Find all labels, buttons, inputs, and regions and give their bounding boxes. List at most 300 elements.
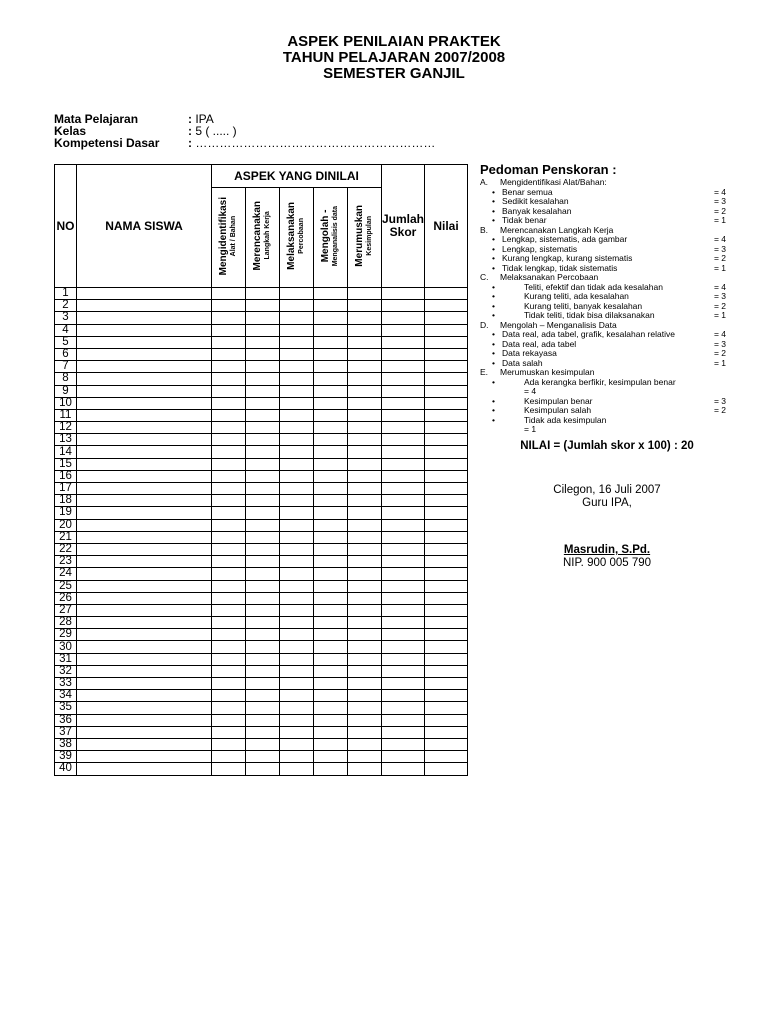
total-score-cell: [382, 678, 425, 690]
column-header-total-score: [382, 165, 425, 288]
aspect-header: [246, 188, 280, 288]
column-header-name: NAMA SISWA: [77, 165, 212, 288]
table-body: [55, 288, 468, 776]
aspect-score-cell: [246, 409, 280, 421]
total-score-cell: [382, 458, 425, 470]
table-row: [55, 519, 468, 531]
table-row: [55, 373, 468, 385]
student-name-cell: [77, 288, 212, 300]
guide-item-text: Kurang teliti, banyak kesalahan: [524, 300, 643, 311]
total-score-cell: [382, 409, 425, 421]
grade-cell: [425, 373, 468, 385]
guide-item-score: = 2: [713, 405, 726, 415]
total-score-cell: [382, 556, 425, 568]
aspect-score-cell: [212, 288, 246, 300]
aspect-score-cell: [246, 653, 280, 665]
guide-item-text: Tidak lengkap, tidak sistematis: [502, 262, 618, 273]
bullet-icon: •: [492, 395, 495, 406]
aspect-score-cell: [314, 409, 348, 421]
student-name-cell: [77, 519, 212, 531]
grade-cell: [425, 336, 468, 348]
table-row: [55, 702, 468, 714]
info-value: ……………………………………………………: [195, 136, 436, 150]
guide-item-score: = 3: [713, 196, 726, 206]
grade-cell: [425, 738, 468, 750]
aspect-score-cell: [280, 519, 314, 531]
aspect-score-cell: [280, 324, 314, 336]
aspect-score-cell: [280, 726, 314, 738]
table-row: [55, 495, 468, 507]
title-line-2: TAHUN PELAJARAN 2007/2008: [282, 49, 506, 66]
aspect-label: Mengolah -: [319, 209, 331, 263]
grade-cell: [425, 556, 468, 568]
guide-section-letter: A.: [480, 177, 489, 187]
aspect-score-cell: [348, 483, 382, 495]
aspect-score-cell: [314, 604, 348, 616]
aspect-score-cell: [348, 751, 382, 763]
guide-section-title: Merencanakan Langkah Kerja: [500, 224, 614, 235]
student-name-cell: [77, 714, 212, 726]
total-score-cell: [382, 470, 425, 482]
student-name-cell: [77, 531, 212, 543]
aspect-score-cell: [314, 617, 348, 629]
guide-item-score: = 1: [713, 215, 726, 225]
aspect-score-cell: [314, 422, 348, 434]
aspect-score-cell: [314, 385, 348, 397]
aspect-score-cell: [314, 568, 348, 580]
aspect-score-cell: [280, 763, 314, 775]
row-number-cell: 17: [55, 483, 77, 495]
guide-item-text: Teliti, efektif dan tidak ada kesalahan: [524, 281, 663, 292]
aspect-score-cell: [246, 543, 280, 555]
aspect-score-cell: [348, 300, 382, 312]
aspect-score-cell: [280, 434, 314, 446]
bullet-icon: •: [492, 243, 495, 254]
aspect-score-cell: [314, 507, 348, 519]
aspect-score-cell: [280, 373, 314, 385]
student-name-cell: [77, 361, 212, 373]
total-score-cell: [382, 446, 425, 458]
aspect-score-cell: [314, 397, 348, 409]
bullet-icon: •: [492, 338, 495, 349]
bullet-icon: •: [492, 196, 495, 206]
guide-item-text: Banyak kesalahan: [502, 205, 572, 216]
aspect-score-cell: [280, 738, 314, 750]
aspect-score-cell: [314, 629, 348, 641]
grade-cell: [425, 714, 468, 726]
aspect-score-cell: [314, 763, 348, 775]
bullet-icon: •: [492, 186, 495, 197]
bullet-icon: •: [492, 405, 495, 415]
row-number-cell: 30: [55, 641, 77, 653]
aspect-score-cell: [212, 617, 246, 629]
grade-cell: [425, 361, 468, 373]
row-number-cell: 2: [55, 300, 77, 312]
total-score-cell: [382, 751, 425, 763]
aspect-sublabel: Langkah Kerja: [263, 211, 271, 261]
bullet-icon: •: [492, 329, 495, 339]
aspect-score-cell: [280, 361, 314, 373]
aspect-score-cell: [246, 324, 280, 336]
aspect-score-cell: [348, 702, 382, 714]
row-number-cell: 28: [55, 617, 77, 629]
row-number-cell: 14: [55, 446, 77, 458]
aspect-score-cell: [348, 288, 382, 300]
total-score-cell: [382, 641, 425, 653]
aspect-score-cell: [280, 397, 314, 409]
aspect-score-cell: [314, 446, 348, 458]
aspect-score-cell: [348, 653, 382, 665]
aspect-score-cell: [314, 690, 348, 702]
aspect-score-cell: [314, 458, 348, 470]
table-row: [55, 483, 468, 495]
aspect-score-cell: [212, 531, 246, 543]
aspect-score-cell: [212, 361, 246, 373]
aspect-score-cell: [246, 702, 280, 714]
guide-section-title: Mengolah – Menganalisis Data: [500, 319, 617, 330]
grade-cell: [425, 531, 468, 543]
bullet-icon: •: [492, 234, 495, 244]
signature-block: [484, 484, 730, 570]
aspect-score-cell: [314, 556, 348, 568]
aspect-score-cell: [246, 568, 280, 580]
aspect-score-cell: [314, 312, 348, 324]
aspect-score-cell: [280, 531, 314, 543]
table-row: [55, 288, 468, 300]
aspect-score-cell: [348, 422, 382, 434]
signer-nip: NIP. 900 005 790: [562, 557, 652, 569]
guide-item-text: Data real, ada tabel, grafik, kesalahan relative: [502, 329, 675, 339]
aspect-score-cell: [280, 641, 314, 653]
bullet-icon: •: [492, 376, 495, 387]
aspect-score-cell: [212, 397, 246, 409]
total-score-cell: [382, 300, 425, 312]
row-number-cell: 29: [55, 629, 77, 641]
aspect-score-cell: [280, 348, 314, 360]
aspect-score-cell: [246, 665, 280, 677]
guide-item-score: = 2: [713, 205, 726, 216]
bullet-icon: •: [492, 262, 495, 273]
grade-cell: [425, 678, 468, 690]
aspect-score-cell: [246, 617, 280, 629]
student-name-cell: [77, 446, 212, 458]
aspect-score-cell: [348, 470, 382, 482]
grade-cell: [425, 312, 468, 324]
student-name-cell: [77, 483, 212, 495]
table-row: [55, 446, 468, 458]
aspect-score-cell: [246, 434, 280, 446]
guide-item-score: = 1: [713, 357, 726, 368]
student-name-cell: [77, 617, 212, 629]
aspect-sublabel: Alat / Bahan: [229, 215, 237, 257]
aspect-score-cell: [314, 641, 348, 653]
row-number-cell: 8: [55, 373, 77, 385]
aspect-score-cell: [314, 288, 348, 300]
aspect-score-cell: [246, 373, 280, 385]
grade-cell: [425, 641, 468, 653]
aspect-score-cell: [212, 738, 246, 750]
table-row: [55, 361, 468, 373]
aspect-score-cell: [246, 446, 280, 458]
aspect-score-cell: [280, 483, 314, 495]
aspect-score-cell: [246, 507, 280, 519]
grade-cell: [425, 702, 468, 714]
aspect-score-cell: [246, 470, 280, 482]
student-name-cell: [77, 495, 212, 507]
guide-item-text: Kesimpulan benar: [524, 395, 593, 406]
aspect-score-cell: [314, 336, 348, 348]
row-number-cell: 22: [55, 543, 77, 555]
student-name-cell: [77, 336, 212, 348]
row-number-cell: 12: [55, 422, 77, 434]
title-line-3: SEMESTER GANJIL: [323, 65, 465, 82]
row-number-cell: 35: [55, 702, 77, 714]
grade-cell: [425, 751, 468, 763]
table-row: [55, 751, 468, 763]
aspect-score-cell: [280, 458, 314, 470]
aspect-score-cell: [348, 763, 382, 775]
aspect-score-cell: [246, 458, 280, 470]
guide-item: [480, 378, 730, 397]
aspect-score-cell: [280, 629, 314, 641]
guide-item-text: Ada kerangka berfikir, kesimpulan benar: [524, 376, 676, 387]
total-score-cell: [382, 288, 425, 300]
grade-cell: [425, 470, 468, 482]
student-name-cell: [77, 751, 212, 763]
row-number-cell: 21: [55, 531, 77, 543]
aspect-score-cell: [348, 726, 382, 738]
table-row: [55, 422, 468, 434]
aspect-score-cell: [212, 507, 246, 519]
total-score-cell: [382, 385, 425, 397]
aspect-score-cell: [212, 629, 246, 641]
student-name-cell: [77, 348, 212, 360]
grade-cell: [425, 348, 468, 360]
info-label: Mata Pelajaran: [54, 112, 139, 126]
student-name-cell: [77, 507, 212, 519]
aspect-score-cell: [280, 592, 314, 604]
row-number-cell: 3: [55, 312, 77, 324]
guide-item-score: = 3: [713, 338, 726, 349]
table-row: [55, 629, 468, 641]
grade-cell: [425, 629, 468, 641]
grade-cell: [425, 604, 468, 616]
table-row: [55, 763, 468, 775]
aspect-score-cell: [348, 617, 382, 629]
total-score-cell: [382, 738, 425, 750]
total-score-cell: [382, 726, 425, 738]
total-score-cell: [382, 604, 425, 616]
grade-cell: [425, 324, 468, 336]
aspect-score-cell: [348, 629, 382, 641]
student-name-cell: [77, 678, 212, 690]
bullet-icon: •: [492, 215, 495, 225]
grade-cell: [425, 617, 468, 629]
row-number-cell: 20: [55, 519, 77, 531]
table-row: [55, 653, 468, 665]
guide-item-score: = 4: [713, 234, 726, 244]
student-name-cell: [77, 543, 212, 555]
grade-cell: [425, 397, 468, 409]
aspect-score-cell: [212, 726, 246, 738]
aspect-score-cell: [348, 592, 382, 604]
bullet-icon: •: [492, 357, 495, 368]
row-number-cell: 23: [55, 556, 77, 568]
total-score-label-1: Jumlah: [382, 212, 425, 226]
student-name-cell: [77, 702, 212, 714]
row-number-cell: 40: [55, 763, 77, 775]
aspect-score-cell: [348, 312, 382, 324]
aspect-score-cell: [212, 385, 246, 397]
aspect-score-cell: [348, 738, 382, 750]
aspect-score-cell: [314, 678, 348, 690]
aspect-score-cell: [314, 324, 348, 336]
row-number-cell: 16: [55, 470, 77, 482]
aspect-score-cell: [246, 604, 280, 616]
guide-item-score: = 3: [713, 243, 726, 254]
aspect-score-cell: [246, 556, 280, 568]
aspect-score-cell: [246, 726, 280, 738]
aspect-sublabel: Menganalisis data: [331, 205, 339, 267]
student-name-cell: [77, 592, 212, 604]
total-score-cell: [382, 434, 425, 446]
row-number-cell: 10: [55, 397, 77, 409]
aspect-score-cell: [348, 361, 382, 373]
total-score-cell: [382, 422, 425, 434]
guide-item-score: = 2: [713, 253, 726, 263]
aspect-score-cell: [280, 678, 314, 690]
student-name-cell: [77, 434, 212, 446]
aspect-sublabel: Percobaan: [297, 218, 305, 254]
aspect-score-cell: [246, 714, 280, 726]
aspect-score-cell: [246, 397, 280, 409]
grade-cell: [425, 763, 468, 775]
student-name-cell: [77, 385, 212, 397]
bullet-icon: •: [492, 348, 495, 358]
aspect-score-cell: [348, 678, 382, 690]
aspect-label: Merencanakan: [251, 201, 263, 271]
table-row: [55, 604, 468, 616]
total-score-cell: [382, 531, 425, 543]
table-row: [55, 580, 468, 592]
row-number-cell: 15: [55, 458, 77, 470]
aspect-header: [314, 188, 348, 288]
guide-item-text: Data real, ada tabel: [502, 338, 577, 349]
aspect-score-cell: [246, 592, 280, 604]
table-row: [55, 738, 468, 750]
guide-item-score: = 3: [713, 395, 726, 406]
aspect-score-cell: [348, 641, 382, 653]
aspect-score-cell: [246, 361, 280, 373]
guide-section-title: Mengidentifikasi Alat/Bahan:: [500, 177, 607, 187]
scoring-guide-heading: Pedoman Penskoran :: [480, 162, 617, 177]
aspect-score-cell: [212, 519, 246, 531]
total-score-cell: [382, 580, 425, 592]
total-score-cell: [382, 397, 425, 409]
aspect-score-cell: [348, 531, 382, 543]
aspect-score-cell: [348, 665, 382, 677]
aspect-score-cell: [348, 373, 382, 385]
guide-item-text: Kesimpulan salah: [524, 405, 592, 415]
aspect-score-cell: [314, 665, 348, 677]
table-row: [55, 300, 468, 312]
student-name-cell: [77, 763, 212, 775]
column-header-aspects: ASPEK YANG DINILAI: [212, 165, 382, 188]
aspect-score-cell: [212, 470, 246, 482]
aspect-score-cell: [212, 653, 246, 665]
aspect-score-cell: [348, 409, 382, 421]
aspect-score-cell: [246, 519, 280, 531]
total-score-cell: [382, 373, 425, 385]
info-value: 5 ( ..... ): [195, 124, 237, 138]
row-number-cell: 4: [55, 324, 77, 336]
aspect-score-cell: [314, 495, 348, 507]
guide-item-text: Data rekayasa: [502, 348, 557, 358]
aspect-score-cell: [212, 434, 246, 446]
student-name-cell: [77, 738, 212, 750]
bullet-icon: •: [492, 253, 495, 263]
aspect-score-cell: [212, 336, 246, 348]
bullet-icon: •: [492, 310, 495, 320]
table-row: [55, 348, 468, 360]
guide-item-text: Tidak benar: [502, 215, 547, 225]
guide-item-text: Lengkap, sistematis, ada gambar: [502, 234, 628, 244]
guide-item-text: Data salah: [502, 357, 543, 368]
grade-cell: [425, 726, 468, 738]
table-row: [55, 568, 468, 580]
aspect-score-cell: [246, 312, 280, 324]
aspect-score-cell: [348, 495, 382, 507]
guide-item-score: = 2: [713, 300, 726, 311]
aspect-header: [280, 188, 314, 288]
grade-cell: [425, 543, 468, 555]
info-value-wrap: : 5 ( ..... ): [188, 124, 237, 138]
guide-section-letter: C.: [480, 272, 489, 282]
student-name-cell: [77, 726, 212, 738]
grade-cell: [425, 495, 468, 507]
table-row: [55, 690, 468, 702]
aspect-score-cell: [280, 617, 314, 629]
aspect-score-cell: [314, 714, 348, 726]
aspect-score-cell: [280, 580, 314, 592]
scoring-guide: [480, 163, 730, 435]
info-value-wrap: : ……………………………………………………: [188, 136, 436, 150]
aspect-score-cell: [314, 373, 348, 385]
row-number-cell: 32: [55, 665, 77, 677]
info-value-wrap: : IPA: [188, 112, 214, 126]
aspect-score-cell: [348, 714, 382, 726]
aspect-score-cell: [212, 422, 246, 434]
aspect-score-cell: [348, 446, 382, 458]
student-name-cell: [77, 580, 212, 592]
aspect-score-cell: [314, 580, 348, 592]
aspect-score-cell: [212, 458, 246, 470]
guide-item-text: Kurang lengkap, kurang sistematis: [502, 253, 633, 263]
aspect-score-cell: [314, 592, 348, 604]
bullet-icon: •: [492, 205, 495, 216]
aspect-score-cell: [246, 336, 280, 348]
row-number-cell: 13: [55, 434, 77, 446]
aspect-score-cell: [246, 348, 280, 360]
aspect-score-cell: [280, 690, 314, 702]
student-name-cell: [77, 690, 212, 702]
total-score-cell: [382, 592, 425, 604]
aspect-score-cell: [246, 300, 280, 312]
total-score-cell: [382, 653, 425, 665]
table-row: [55, 458, 468, 470]
guide-item-text: Lengkap, sistematis: [502, 243, 578, 254]
table-row: [55, 531, 468, 543]
